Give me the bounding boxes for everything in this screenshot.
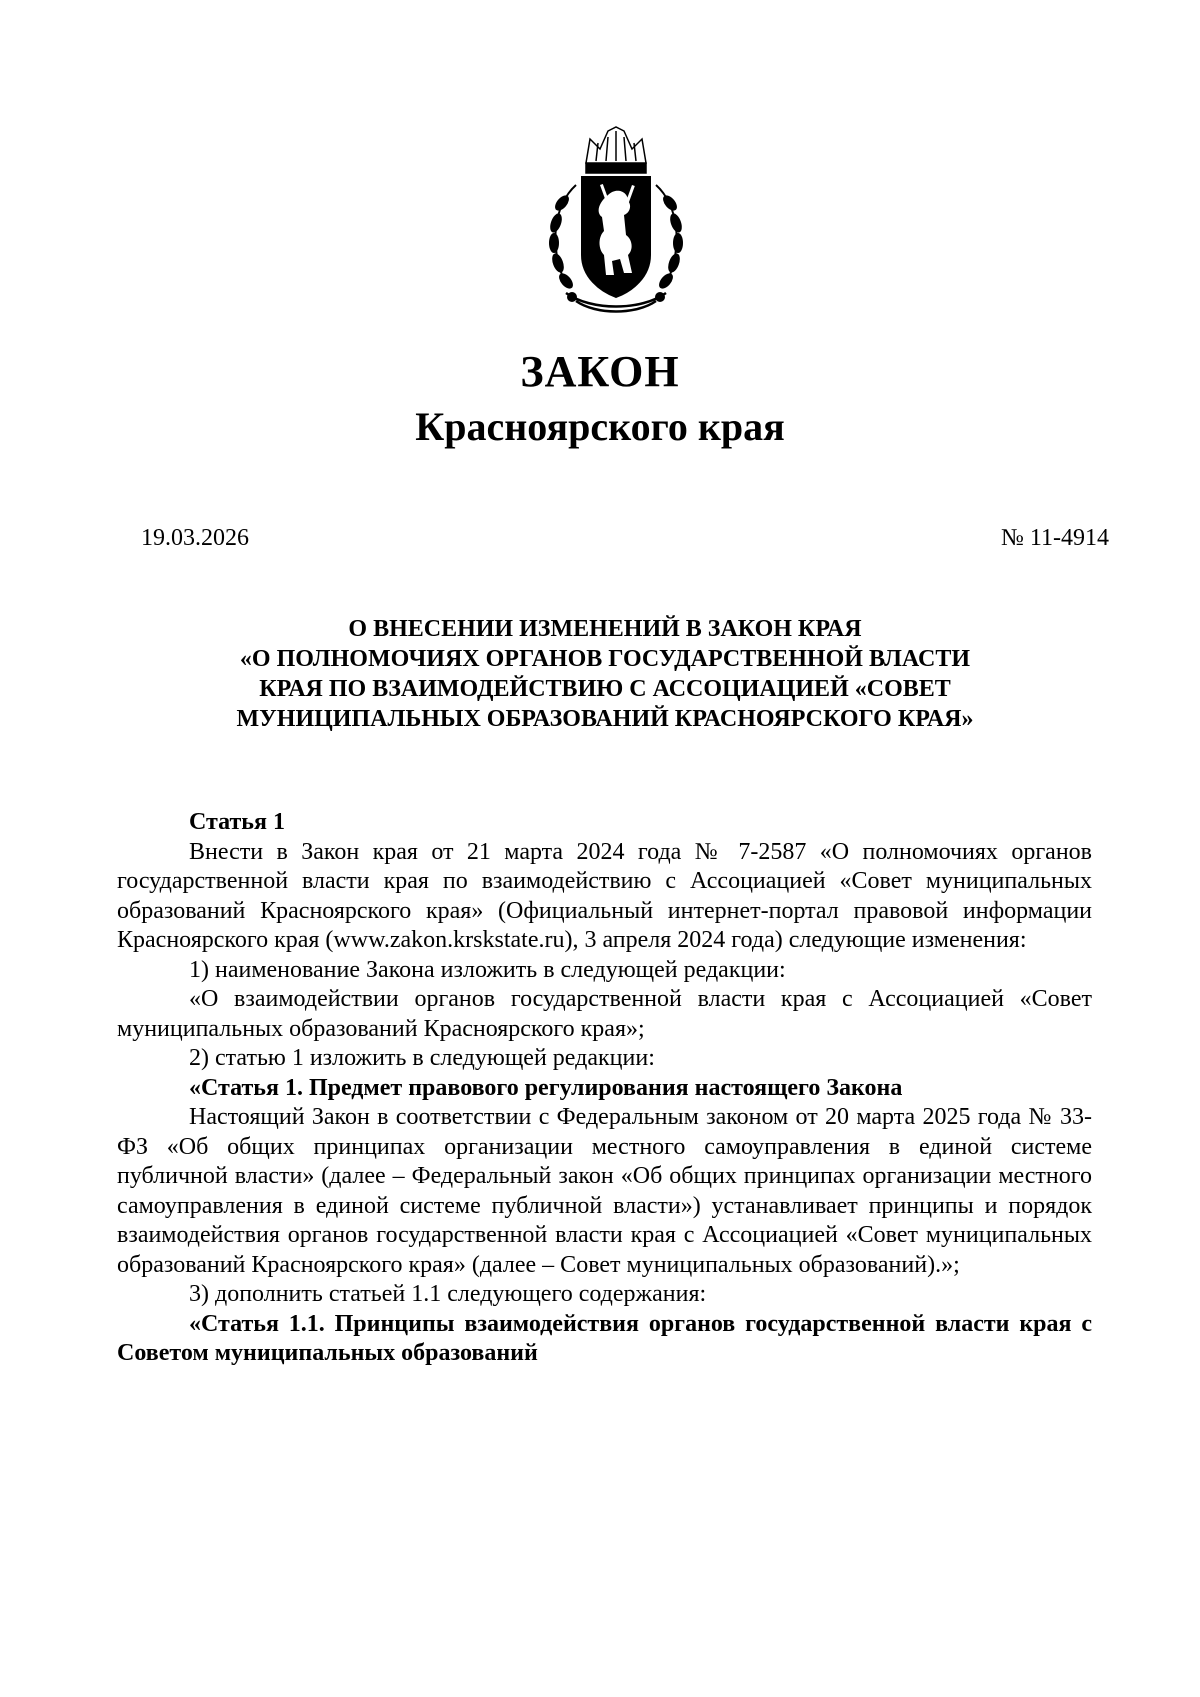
coat-of-arms-graphic — [536, 125, 696, 317]
document-subtitle: Красноярского края — [415, 404, 785, 449]
article-heading: «Статья 1.1. Принципы взаимодействия органов государственной власти края с Советом муниципальных образований — [117, 1310, 1092, 1366]
paragraph: Внести в Закон края от 21 марта 2024 года № 7-2587 «О полномочиях органов государственной власти края по взаимодействию с Ассоциацией «Совет муниципальных образований Красноярского края» (Официальный интернет-портал правовой информации Красноярского края (www.zakon.krskstate.ru), 3 апреля 2024 года) следующие изменения: — [117, 838, 1092, 953]
law-heading — [120, 614, 1090, 734]
paragraph: 2) статью 1 изложить в следующей редакции: — [189, 1045, 655, 1071]
paragraph: 3) дополнить статьей 1.1 следующего содержания: — [189, 1281, 707, 1307]
heading-line: «О ПОЛНОМОЧИЯХ ОРГАНОВ ГОСУДАРСТВЕННОЙ ВЛАСТИ — [239, 646, 971, 672]
document-number: № 11-4914 — [1001, 525, 1109, 551]
article-heading: Статья 1 — [189, 809, 285, 835]
article-heading: «Статья 1. Предмет правового регулирования настоящего Закона — [189, 1074, 903, 1101]
heading-line: КРАЯ ПО ВЗАИМОДЕЙСТВИЮ С АССОЦИАЦИЕЙ «СОВЕТ — [259, 676, 951, 702]
document-date: 19.03.2026 — [141, 525, 249, 551]
document-title: ЗАКОН — [520, 347, 680, 396]
heading-line: МУНИЦИПАЛЬНЫХ ОБРАЗОВАНИЙ КРАСНОЯРСКОГО КРАЯ» — [236, 706, 974, 732]
paragraph: 1) наименование Закона изложить в следующей редакции: — [189, 956, 786, 983]
coat-of-arms-icon — [536, 125, 696, 317]
document-body — [117, 808, 1092, 1369]
heading-line: О ВНЕСЕНИИ ИЗМЕНЕНИЙ В ЗАКОН КРАЯ — [348, 616, 862, 642]
paragraph: «О взаимодействии органов государственной власти края с Ассоциацией «Совет муниципальных образований Красноярского края»; — [117, 986, 1092, 1042]
paragraph: Настоящий Закон в соответствии с Федеральным законом от 20 марта 2025 года № 33-ФЗ «Об общих принципах организации местного самоуправления в единой системе публичной власти» (далее – Федеральный закон «Об общих принципах организации местного самоуправления в единой системе публичной власти») устанавливает принципы и порядок взаимодействия органов государственной власти края с Ассоциацией «Совет муниципальных образований Красноярского края» (далее – Совет муниципальных образований).»; — [117, 1104, 1092, 1278]
